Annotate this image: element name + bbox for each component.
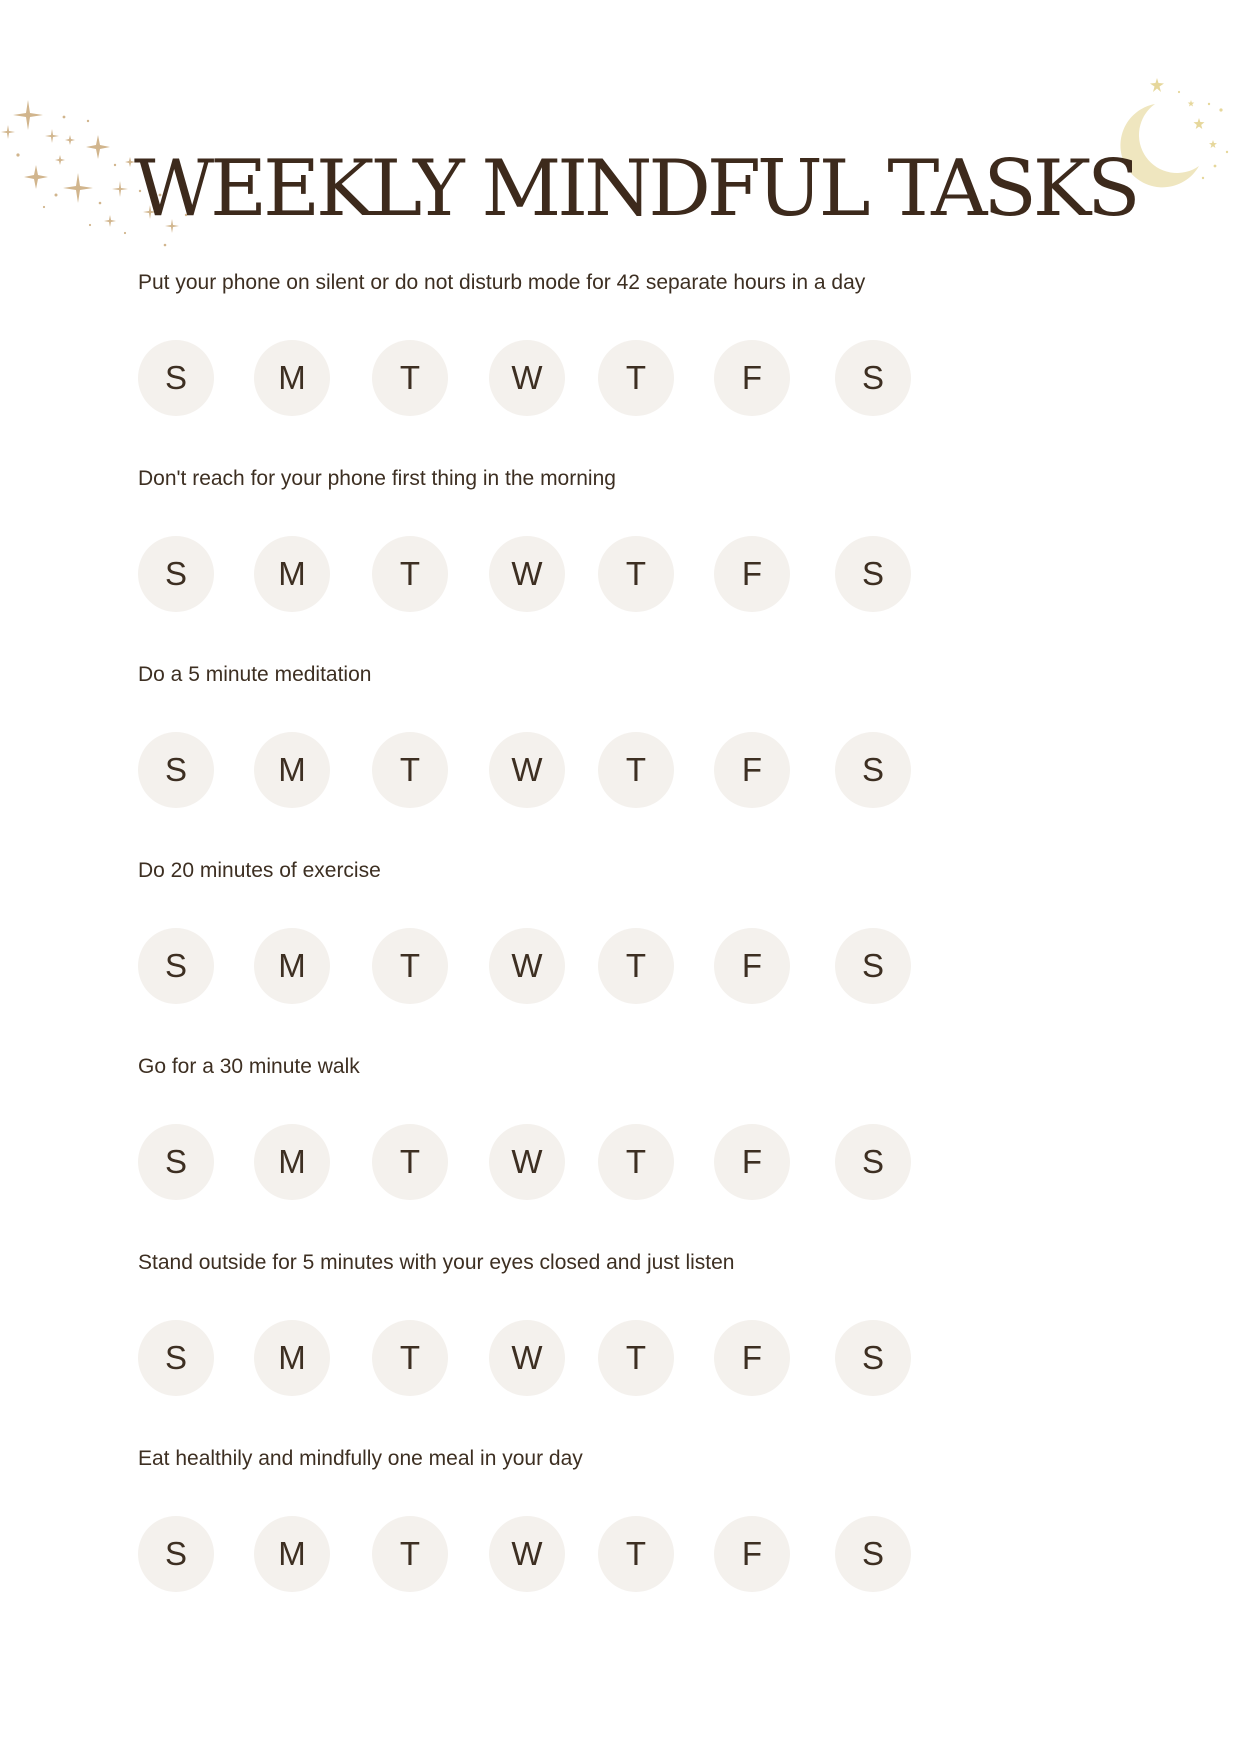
day-tracker-row xyxy=(138,732,938,808)
day-checkbox-tuesday[interactable]: T xyxy=(372,536,448,612)
day-checkbox-thursday[interactable]: T xyxy=(598,536,674,612)
task-item xyxy=(138,268,1138,464)
day-checkbox-thursday[interactable]: T xyxy=(598,928,674,1004)
day-checkbox-saturday[interactable]: S xyxy=(835,1124,911,1200)
day-checkbox-wednesday[interactable]: W xyxy=(489,928,565,1004)
day-checkbox-friday[interactable]: F xyxy=(714,340,790,416)
day-checkbox-thursday[interactable]: T xyxy=(598,732,674,808)
day-checkbox-wednesday[interactable]: W xyxy=(489,1124,565,1200)
day-checkbox-wednesday[interactable]: W xyxy=(489,1320,565,1396)
task-item xyxy=(138,1052,1138,1248)
task-item xyxy=(138,464,1138,660)
day-checkbox-sunday[interactable]: S xyxy=(138,1516,214,1592)
day-checkbox-wednesday[interactable]: W xyxy=(489,1516,565,1592)
task-item xyxy=(138,1248,1138,1444)
day-checkbox-monday[interactable]: M xyxy=(254,340,330,416)
day-checkbox-friday[interactable]: F xyxy=(714,928,790,1004)
task-list xyxy=(138,268,1138,1640)
day-checkbox-friday[interactable]: F xyxy=(714,536,790,612)
task-label: Put your phone on silent or do not disturb mode for 42 separate hours in a day xyxy=(138,271,866,294)
day-checkbox-sunday[interactable]: S xyxy=(138,536,214,612)
day-checkbox-sunday[interactable]: S xyxy=(138,1320,214,1396)
day-checkbox-friday[interactable]: F xyxy=(714,732,790,808)
task-label: Eat healthily and mindfully one meal in your day xyxy=(138,1447,583,1470)
day-checkbox-saturday[interactable]: S xyxy=(835,340,911,416)
day-tracker-row xyxy=(138,1516,938,1592)
day-checkbox-saturday[interactable]: S xyxy=(835,536,911,612)
day-checkbox-friday[interactable]: F xyxy=(714,1516,790,1592)
day-checkbox-wednesday[interactable]: W xyxy=(489,732,565,808)
day-checkbox-tuesday[interactable]: T xyxy=(372,1320,448,1396)
day-tracker-row xyxy=(138,340,938,416)
day-checkbox-monday[interactable]: M xyxy=(254,1516,330,1592)
task-item xyxy=(138,856,1138,1052)
day-tracker-row xyxy=(138,1124,938,1200)
day-checkbox-saturday[interactable]: S xyxy=(835,732,911,808)
day-checkbox-tuesday[interactable]: T xyxy=(372,340,448,416)
page-title: WEEKLY MINDFUL TASKS xyxy=(134,144,1137,234)
task-label: Do 20 minutes of exercise xyxy=(138,859,381,882)
day-checkbox-thursday[interactable]: T xyxy=(598,1516,674,1592)
day-checkbox-tuesday[interactable]: T xyxy=(372,1516,448,1592)
task-label: Go for a 30 minute walk xyxy=(138,1055,360,1078)
day-checkbox-sunday[interactable]: S xyxy=(138,1124,214,1200)
task-label: Do a 5 minute meditation xyxy=(138,663,372,686)
day-checkbox-tuesday[interactable]: T xyxy=(372,732,448,808)
day-checkbox-monday[interactable]: M xyxy=(254,732,330,808)
day-checkbox-saturday[interactable]: S xyxy=(835,1320,911,1396)
day-tracker-row xyxy=(138,536,938,612)
day-tracker-row xyxy=(138,1320,938,1396)
day-checkbox-sunday[interactable]: S xyxy=(138,340,214,416)
day-checkbox-wednesday[interactable]: W xyxy=(489,340,565,416)
task-label: Stand outside for 5 minutes with your eyes closed and just listen xyxy=(138,1251,735,1274)
day-checkbox-wednesday[interactable]: W xyxy=(489,536,565,612)
day-checkbox-monday[interactable]: M xyxy=(254,1124,330,1200)
day-checkbox-sunday[interactable]: S xyxy=(138,732,214,808)
day-checkbox-thursday[interactable]: T xyxy=(598,1320,674,1396)
day-checkbox-saturday[interactable]: S xyxy=(835,928,911,1004)
day-checkbox-saturday[interactable]: S xyxy=(835,1516,911,1592)
day-checkbox-tuesday[interactable]: T xyxy=(372,1124,448,1200)
task-label: Don't reach for your phone first thing in the morning xyxy=(138,467,616,490)
day-checkbox-sunday[interactable]: S xyxy=(138,928,214,1004)
day-checkbox-monday[interactable]: M xyxy=(254,928,330,1004)
day-checkbox-thursday[interactable]: T xyxy=(598,340,674,416)
day-checkbox-friday[interactable]: F xyxy=(714,1320,790,1396)
task-item xyxy=(138,1444,1138,1640)
day-checkbox-monday[interactable]: M xyxy=(254,536,330,612)
task-item xyxy=(138,660,1138,856)
day-checkbox-thursday[interactable]: T xyxy=(598,1124,674,1200)
day-tracker-row xyxy=(138,928,938,1004)
day-checkbox-monday[interactable]: M xyxy=(254,1320,330,1396)
day-checkbox-tuesday[interactable]: T xyxy=(372,928,448,1004)
day-checkbox-friday[interactable]: F xyxy=(714,1124,790,1200)
